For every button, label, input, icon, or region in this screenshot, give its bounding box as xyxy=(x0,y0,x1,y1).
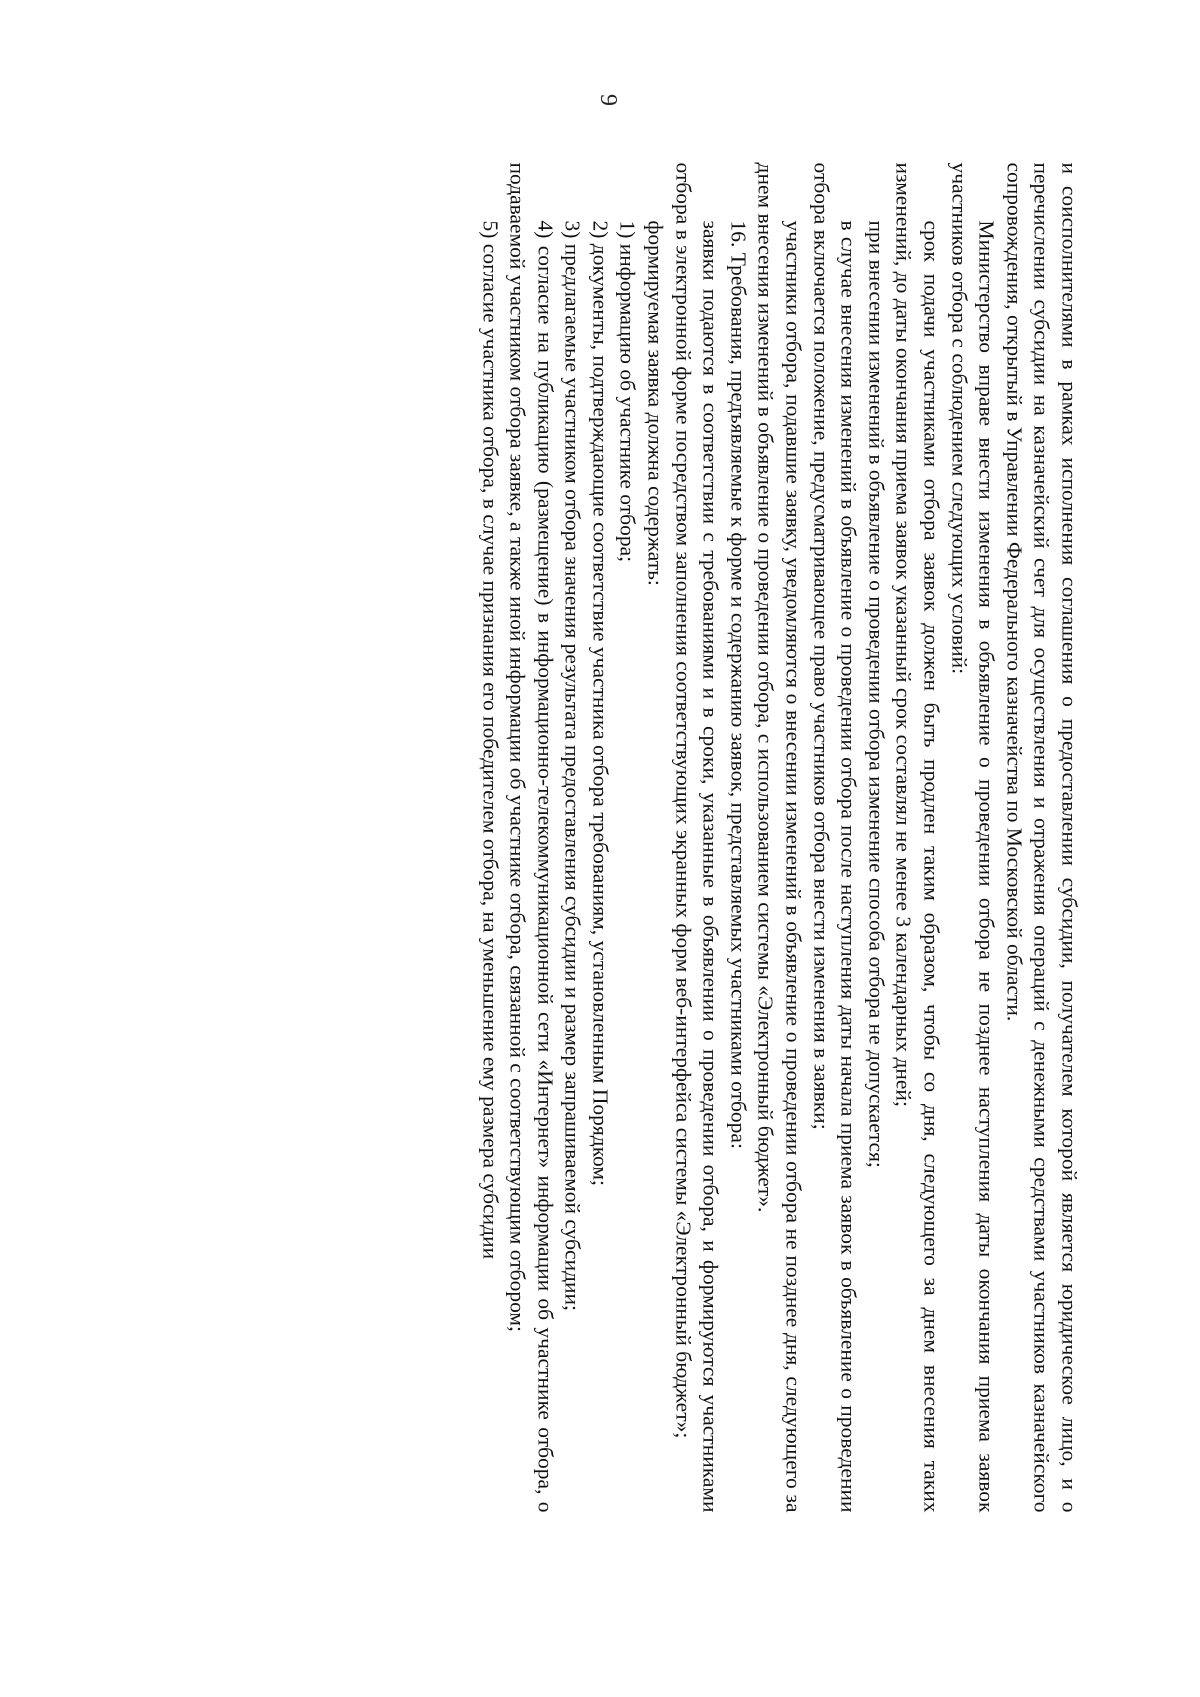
list-item-4: 4) согласие на публикацию (размещение) в информационно-телекоммуникационной сети «Интернет» информации об участнике отбора, о подаваемой участником отбора заявке, а также иной информации об участнике отбора, связанной с соответствующим отбором; xyxy=(505,162,558,1513)
list-item-5: 5) согласие участника отбора, в случае признания его победителем отбора, на уменьшение ему размера субсидии xyxy=(478,220,503,1260)
list-item-1: 1) информацию об участнике отбора; xyxy=(616,220,640,563)
paragraph-deadline-extension: срок подачи участниками отбора заявок должен быть продлен таким образом, чтобы со дня, следующего за днем внесения таких изменений, до даты окончания приема заявок указанный срок составлял не менее 3 календарных дней; xyxy=(891,162,944,1513)
paragraph-participants-notified: участники отбора, подавшие заявку, уведомляются о внесении изменений в объявление о проведении отбора не позднее дня, следующего за днем внесения изменений в объявление о проведении отбора, с использованием системы «Электронный бюджет». xyxy=(753,162,806,1513)
paragraph-applications-submission: заявки подаются в соответствии с требованиями и в сроки, указанные в объявлении о проведении отбора, и формируются участниками отбора в электронной форме посредством заполнения соответствующих экранных форм веб-интерфейса системы «Электронный бюджет»; xyxy=(671,162,723,1513)
paragraph-ministry-changes: Министерство вправе внести изменения в объявление о проведении отбора не позднее наступления даты окончания приема заявок участников отбора с соблюдением следующих условий: xyxy=(947,162,999,1513)
paragraph-application-contents: формируемая заявка должна содержать: xyxy=(643,220,668,586)
section-16-heading: 16. Требования, предъявляемые к форме и содержанию заявок, представляемых участниками отбора: xyxy=(726,220,751,1149)
page-number: 9 xyxy=(595,94,621,106)
document-body xyxy=(168,163,1083,1513)
list-item-2: 2) документы, подтверждающие соответствие участника отбора требованиям, установленным Порядком; xyxy=(588,220,613,1186)
paragraph-treasury-account: и соисполнителями в рамках исполнения соглашения о предоставлении субсидии, получателем которой является юридическое лицо, и о перечислении субсидии на казначейский счет для осуществления и отражения операций с денежными средствами участников казначейского сопровождения, открытый в Управлении Федерального казначейства по Московской области. xyxy=(1002,162,1082,1513)
list-item-3: 3) предлагаемые участником отбора значения результата предоставления субсидии и размер запрашиваемой субсидии; xyxy=(560,220,585,1311)
paragraph-amend-applications: в случае внесения изменений в объявление о проведении отбора после наступления даты начала приема заявок в объявление о проведении отбора включается положение, предусматривающее право участников отбора внести изменения в заявки; xyxy=(809,162,861,1513)
paragraph-method-unchanged: при внесении изменений в объявление о проведении отбора изменение способа отбора не допускается; xyxy=(864,220,889,1168)
